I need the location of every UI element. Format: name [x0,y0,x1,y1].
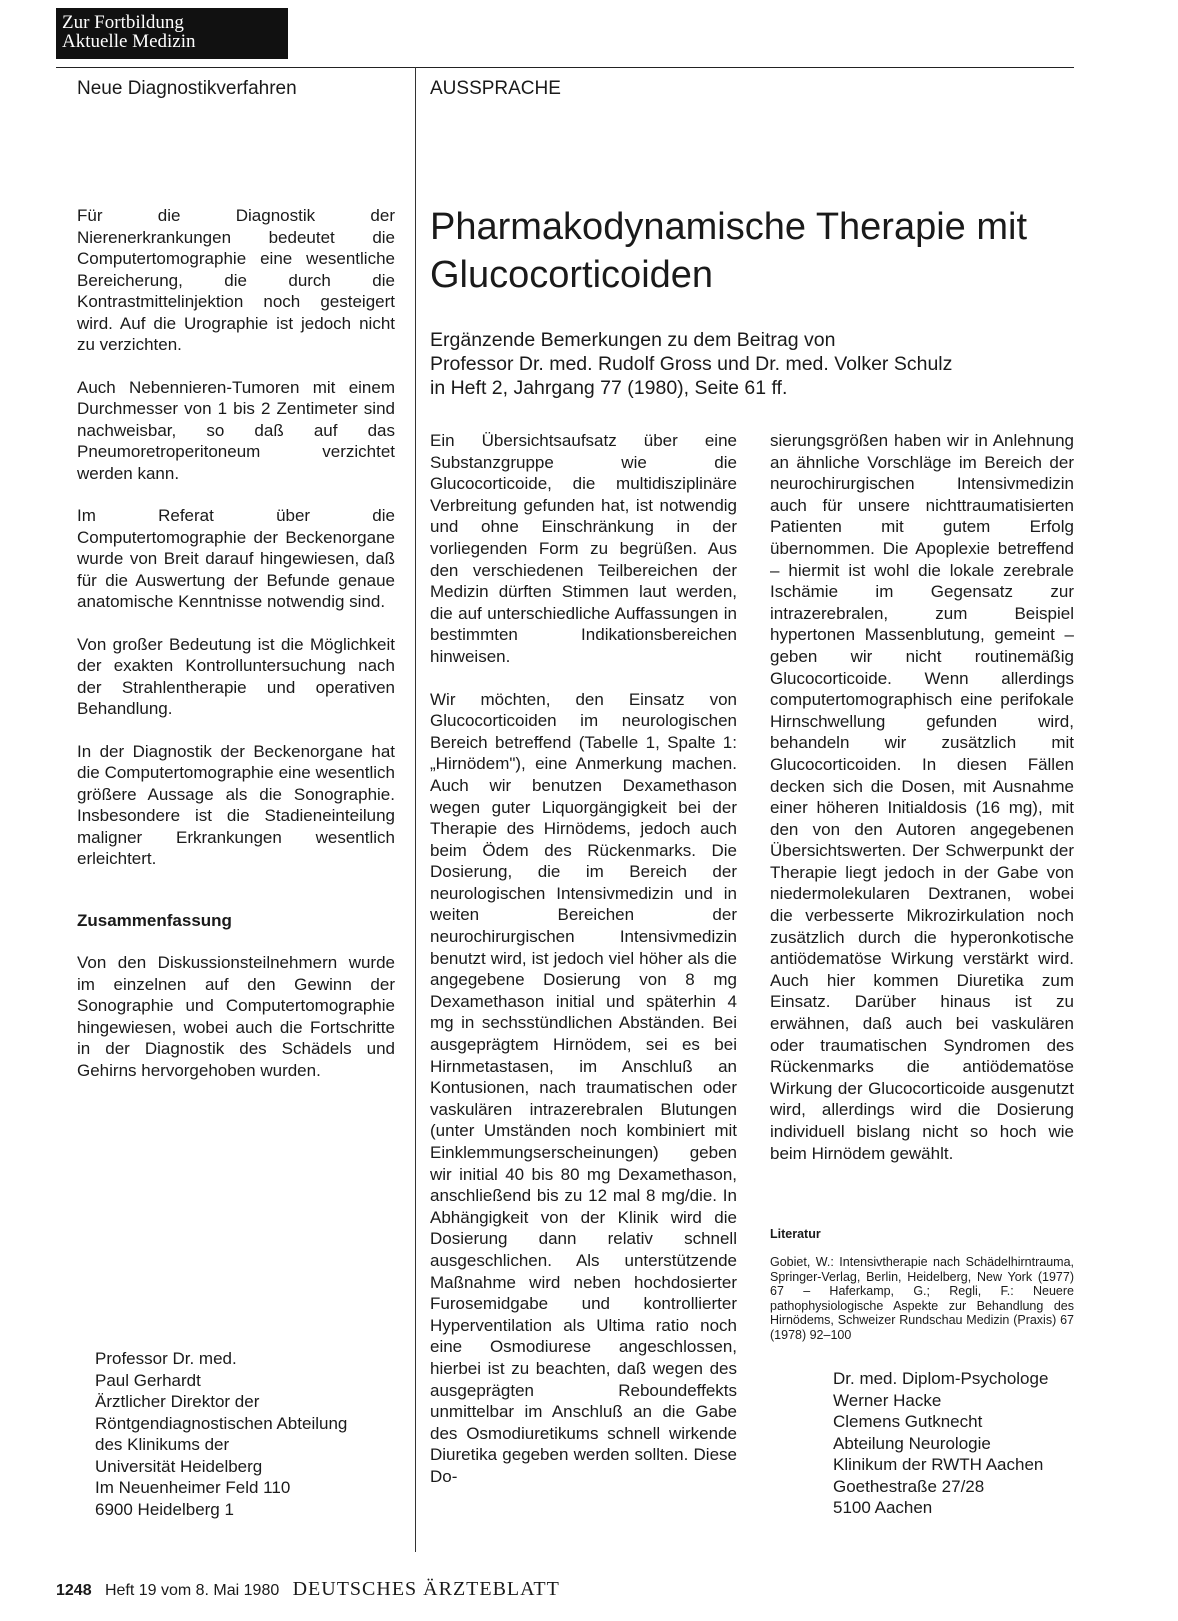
left-paragraph: Für die Diagnostik der Nierenerkrankungen bedeutet die Computertomographie eine wesentliche Bereicherung, die durch die Kontrastmittelinjektion noch gesteigert wird. Auf die Urographie ist jedoch nicht zu verzichten. [77,206,395,354]
badge-line-1: Zur Fortbildung [62,12,184,33]
literature-text: Gobiet, W.: Intensivtherapie nach Schädelhirntrauma, Springer-Verlag, Berlin, Heidelberg, New York (1977) 67 – Haferkamp, G.; Regli, F.: Neuere pathophysiologische Aspekte zur Behandlung des Hirnödems, Schweizer Rundschau Medizin (Praxis) 67 (1978) 92–100 [770,1255,1074,1342]
article-subtitle: Ergänzende Bemerkungen zu dem Beitrag von Professor Dr. med. Rudolf Gross und Dr. med. Volker Schulz in Heft 2, Jahrgang 77 (1980), Seite 61 ff. [430,329,953,399]
left-paragraph: Im Referat über die Computertomographie der Beckenorgane wurde von Breit darauf hingewiesen, daß für die Auswertung der Befunde genaue anatomische Kenntnisse notwendig sind. [77,506,395,611]
left-paragraph: In der Diagnostik der Beckenorgane hat die Computertomographie eine wesentlich größere Aussage als die Sonographie. Insbesondere ist die Stadieneinteilung maligner Erkrankungen wesentlich erleichtert. [77,741,395,868]
left-author-address: Professor Dr. med. Paul Gerhardt Ärztlicher Direktor der Röntgendiagnostischen Abteilung des Klinikums der Universität Heidelberg Im Neuenheimer Feld 110 6900 Heidelberg 1 [95,1349,348,1519]
left-column [77,205,395,1102]
article-paragraph: Wir möchten, den Einsatz von Glucocorticoiden im neurologischen Bereich betreffend (Tabelle 1, Spalte 1: „Hirnödem"), eine Anmerkung machen. Auch wir benutzen Dexamethason wegen guter Liquorgängigkeit bei der Therapie des Hirnödems, jedoch auch beim Ödem des Rückenmarks. Die Dosierung, die im Bereich der neurologischen Intensivmedizin und in weiten Bereichen der neurochirurgischen Intensivmedizin benutzt wird, ist jedoch viel höher als die angegebene Dosierung von 8 mg Dexamethason initial und späterhin 4 mg in sechsstündlichen Abständen. Bei ausgeprägtem Hirnödem, sei es bei Hirnmetastasen, im Anschluß an Kontusionen, nach traumatischen oder vaskulären intrazerebralen Blutungen (unter Umständen noch kombiniert mit Einklemmungserscheinungen) geben wir initial 40 bis 80 mg Dexamethason, anschließend bis zu 12 mal 8 mg/die. In Abhängigkeit von der Klinik wird die Dosierung dann relativ schnell ausgeschlichen. Als unterstützende Maßnahme wird neben hochdosierter Furosemidgabe und kontrollierter Hyperventilation als Ultima ratio noch eine Osmodiurese angeschlossen, hierbei ist zu beachten, daß wegen des ausgeprägten Reboundeffekts unmittelbar im Anschluß an die Gabe des Osmodiuretikums schnell wirkende Diuretika gegeben werden sollten. Diese Do- [430,689,737,1486]
section-badge [56,8,288,59]
left-section-label: Neue Diagnostikverfahren [77,78,297,99]
right-section-label: AUSSPRACHE [430,78,561,99]
summary-text: Von den Diskussionsteilnehmern wurde im einzelnen auf den Gewinn der Sonographie und Computertomographie hingewiesen, wobei auch die Fortschritte in der Diagnostik des Schädels und Gehirns hervorgehoben wurden. [77,953,395,1080]
article-title: Pharmakodynamische Therapie mit Glucocorticoiden [430,206,1028,296]
literature-heading: Literatur [770,1227,821,1241]
article-paragraph: Ein Übersichtsaufsatz über eine Substanzgruppe wie die Glucocorticoide, die multidisziplinäre Verbreitung gefunden hat, ist notwendig und ohne Einschränkung in der vorliegenden Form zu begrüßen. Aus den verschiedenen Teilbereichen der Medizin dürften Stimmen laut werden, die auf unterschiedliche Auffassungen in bestimmten Indikationsbereichen hinweisen. [430,431,737,666]
article-column-1 [430,430,737,1509]
left-paragraph: Auch Nebennieren-Tumoren mit einem Durchmesser von 1 bis 2 Zentimeter sind nachweisbar, so daß auf das Pneumoretroperitoneum verzichtet werden kann. [77,377,395,483]
column-divider [415,67,416,1552]
issue-info: Heft 19 vom 8. Mai 1980 [104,1582,280,1599]
journal-name: DEUTSCHES ÄRZTEBLATT [292,1578,560,1600]
page-footer [56,1578,560,1601]
badge-line-2: Aktuelle Medizin [62,31,196,52]
page-number: 1248 [56,1582,92,1599]
top-rule [56,67,1074,68]
summary-heading: Zusammenfassung [77,910,232,930]
left-paragraph: Von großer Bedeutung ist die Möglichkeit der exakten Kontrolluntersuchung nach der Strahlentherapie und operativen Behandlung. [77,634,395,718]
article-paragraph: sierungsgrößen haben wir in Anlehnung an ähnliche Vorschläge im Bereich der neurochirurgischen Intensivmedizin auch für unsere nichttraumatisierten Patienten mit gutem Erfolg übernommen. Die Apoplexie betreffend – hiermit ist wohl die lokale zerebrale Ischämie im Gegensatz zur intrazerebralen, zum Beispiel hypertonen Massenblutung, gemeint – geben wir nicht routinemäßig Glucocorticoide. Wenn allerdings computertomographisch eine perifokale Hirnschwellung gefunden wird, behandeln wir zusätzlich mit Glucocorticoiden. In diesen Fällen decken sich die Dosen, mit Ausnahme einer höheren Initialdosis (16 mg), mit den von den Autoren angegebenen Übersichtswerten. Der Schwerpunkt der Therapie liegt jedoch in der Gabe von niedermolekularen Dextranen, wobei die verbesserte Mikrozirkulation noch zusätzlich durch die hyperonkotische antiödematöse Wirkung verstärkt wird. Auch hier kommen Diuretika zum Einsatz. Darüber hinaus ist zu erwähnen, daß auch bei vaskulären oder traumatischen Syndromen des Rückenmarks die antiödematöse Wirkung der Glucocorticoide ausgenutzt wird, allerdings wird die Dosierung individuell bislang nicht so hoch wie beim Hirnödem gewählt. [770,431,1074,1163]
right-author-address: Dr. med. Diplom-Psychologe Werner Hacke Clemens Gutknecht Abteilung Neurologie Klinikum der RWTH Aachen Goethestraße 27/28 5100 Aachen [833,1369,1049,1517]
article-column-2 [770,430,1074,1185]
